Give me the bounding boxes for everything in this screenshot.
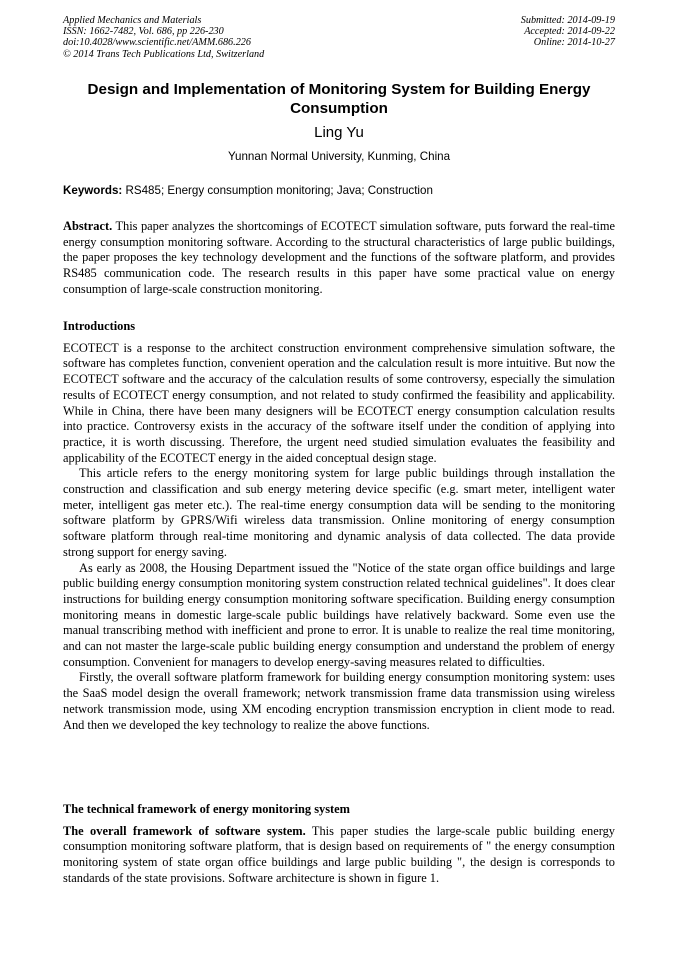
abstract-text: This paper analyzes the shortcomings of ECOTECT simulation software, puts forward the real-time energy consumption monitoring software. According to the structural characteristics of large public buildings, the paper proposes the key technology development and the functions of the software platform, and provides RS485 communication code. The research results in this paper have some practical value on energy consumption of large-scale construction monitoring. xyxy=(63,219,615,296)
abstract-label: Abstract. xyxy=(63,219,113,233)
online-date: Online: 2014-10-27 xyxy=(533,37,615,49)
author-name: Ling Yu xyxy=(314,124,364,141)
intro-paragraph-2: This article refers to the energy monitoring system for large public buildings through installation the construction and classification and sub energy metering device specific (e.g. smart meter, intelligent water meter, intelligent gas meter etc.). The real-time energy consumption data will be sending to the monitoring software platform by GPRS/Wifi wireless data transmission. Online monitoring of energy consumption software platform through real-time monitoring and dynamic analysis of data collected. The data provide strong support for energy saving. xyxy=(63,466,615,559)
paper-title: Design and Implementation of Monitoring System for Building Energy Consumption xyxy=(87,81,591,117)
journal-name: Applied Mechanics and Materials xyxy=(63,15,202,26)
copyright-line: © 2014 Trans Tech Publications Ltd, Switzerland xyxy=(63,48,265,60)
technical-heading: The technical framework of energy monitoring system xyxy=(63,802,350,816)
introductions-heading: Introductions xyxy=(63,319,136,333)
intro-paragraph-3: As early as 2008, the Housing Department issued the "Notice of the state organ office buildings and large public building energy consumption monitoring system construction related technical guidelines". It does clear instructions for building energy consumption monitoring software specification. Building energy consumption monitoring means in domestic large-scale public buildings have relatively backward. Some even use the manual transcribing method with inefficient and prone to error. It is unable to realize the real time monitoring, and can not master the large-scale public building energy consumption and understand the problem of energy consumption. Convenient for managers to develop energy-saving measures related to difficulties. xyxy=(63,560,615,669)
keywords-text: RS485; Energy consumption monitoring; Java; Construction xyxy=(122,184,433,197)
intro-paragraph-4: Firstly, the overall software platform framework for building energy consumption monitoring system: uses the SaaS model design the overall framework; network transmission frame data transmission using wireless network transmission mode, using XM encoding encryption transmission encryption in client mode to read. And then we developed the key technology to realize the above functions. xyxy=(63,670,615,732)
submitted-date: Submitted: 2014-09-19 xyxy=(520,15,615,26)
intro-paragraph-1: ECOTECT is a response to the architect construction environment comprehensive simulation software, the software has completes function, convenient operation and the calculation result is more intuitive. But now the ECOTECT software and the accuracy of the calculation results of some controversy, especially the simulation results of ECOTECT energy consumption, and not related to study confirmed the feasibility and applicability. While in China, there have been many designers will be ECOTECT energy consumption calculation results into practice. Controversy exists in the accuracy of the software itself under the condition of applying into practice, it is worth discussing. Therefore, the urgent need studied simulation evaluates the feasibility and applicability of the ECOTECT energy in the aided conceptual design stage. xyxy=(63,340,615,465)
technical-sub-label: The overall framework of software system. xyxy=(63,823,306,838)
affiliation: Yunnan Normal University, Kunming, China xyxy=(227,150,451,163)
accepted-date: Accepted: 2014-09-22 xyxy=(524,26,615,38)
abstract xyxy=(63,219,615,298)
technical-text: This paper studies the large-scale public building energy consumption monitoring software platform, that is design based on requirements of " the energy consumption monitoring system of state organ office buildings and large public building ", the design is corresponds to standards of the state provisions. Software architecture is shown in figure 1. xyxy=(63,823,615,885)
keywords-label: Keywords: xyxy=(63,184,123,197)
dates-info xyxy=(521,15,615,49)
introductions-section xyxy=(63,319,615,733)
journal-info xyxy=(63,15,264,60)
issn-line: ISSN: 1662-7482, Vol. 686, pp 226-230 xyxy=(63,26,224,38)
doi-line: doi:10.4028/www.scientific.net/AMM.686.226 xyxy=(63,37,251,49)
technical-section xyxy=(63,802,615,887)
keywords xyxy=(63,184,615,198)
